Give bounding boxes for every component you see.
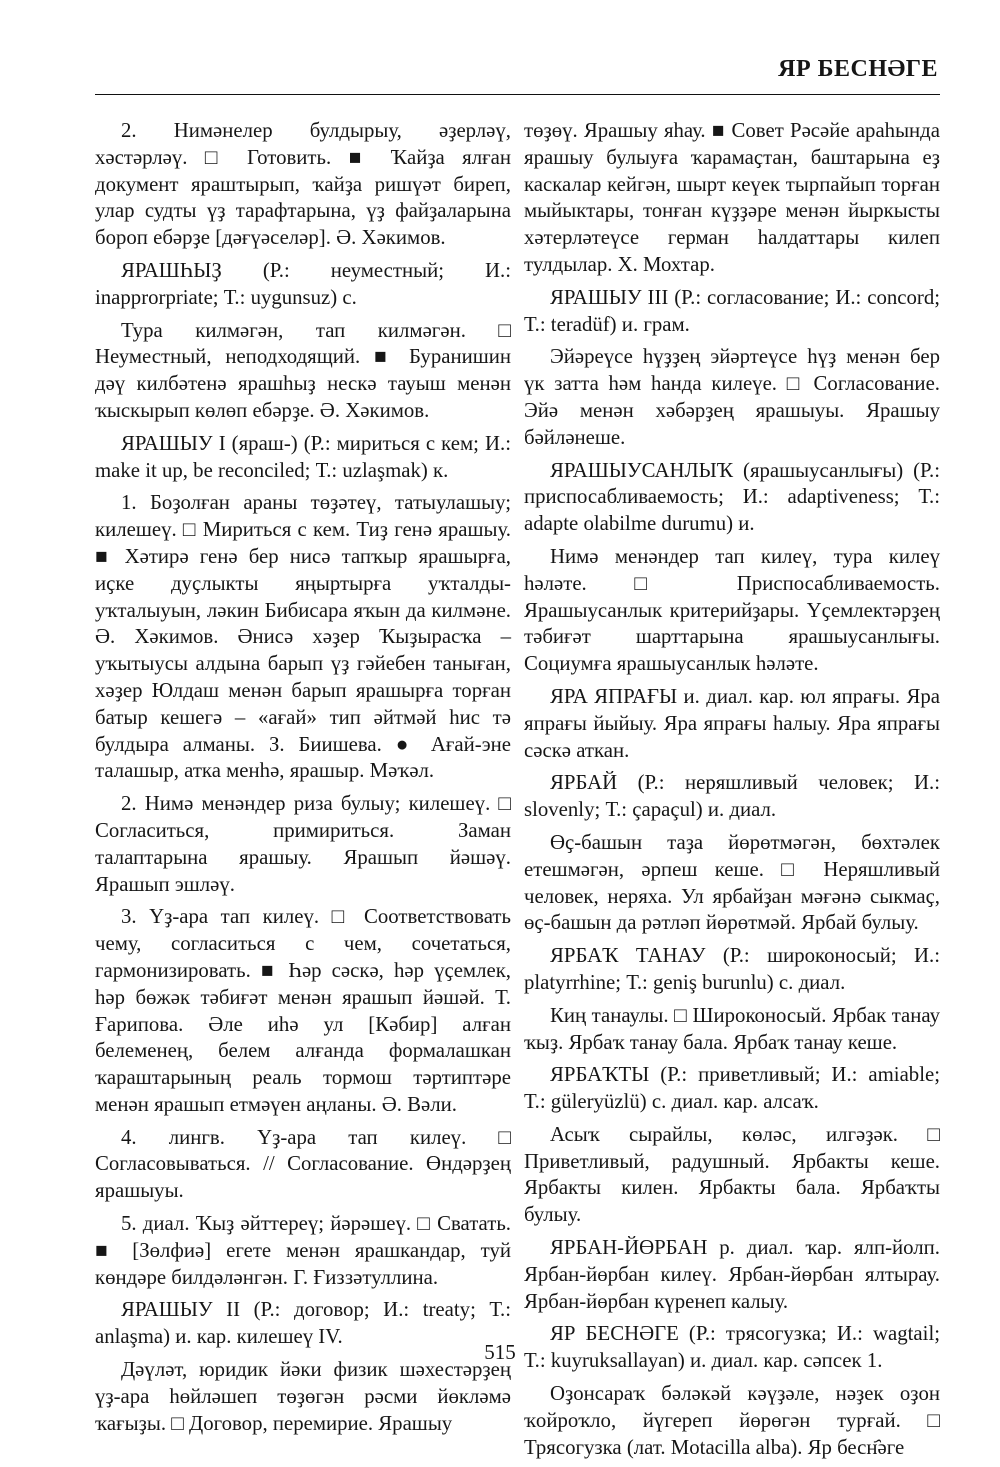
entry-paragraph: Асыҡ сырайлы, көләс, илгәҙәк. □ Приветливый, радушный. Ярбакты кеше. Ярбакты килен. Ярбакты бала. Ярбаҡты булыу. — [524, 1122, 940, 1227]
entry-paragraph: төҙөү. Ярашыу яһау. ■ Совет Рәсәйе араһында ярашыу булыуға ҡарамаҫтан, баштарына еҙ каскалар кейгән, шырт кеүек тырпайып торған мыйыктары, тонған күҙҙәре менән йыркысты хәтерләтеүсе герман һалдаттары килеп тулдылар. Х. Мохтар. — [524, 119, 940, 276]
entry-paragraph: ЯРА ЯПРАҒЫ и. диал. кар. юл япрағы. Яра япрағы йыйыу. Яра япрағы һалыу. Яра япрағы сәскә аткан. — [524, 684, 940, 762]
entry-paragraph: ЯРАШЫУСАНЛЫҠ (ярашыусанлығы) (Р.: приспосабливаемость; И.: adaptiveness; Т.: adapte olabilme durumu) и. — [524, 458, 940, 536]
entry-paragraph: Оҙонсараҡ бәләкәй кәүҙәле, нәҙек оҙон ҡойроҡло, йүгереп йөрөгән турғай. □ Трясогузка (лат. Motacilla alba). Яр бесн҄әге — [524, 1382, 940, 1459]
entry-paragraph: 1. Боҙолған араны төҙәтеү, татыулашыу; килешеү. □ Мириться с кем. Тиҙ генә ярашыу. ■ Хәтирә генә бер нисә тапҡыр ярашырға, иҫке дуҫлыкты яңыртырға уҡталды-уҡталыуын, ләкин Бибисара яҡын да килмәне. Ә. Хәкимов. Әнисә хәҙер Ҡыҙырасҡа – уҡытыусы алдына барып үҙ гәйебен таныған, хәҙер Юлдаш менән барып ярашырға торған батыр кешегә – «ағай» тип әйтмәй һис тә булдыра алманы. З. Биишева. ● Ағай-эне талашыр, атка менһә, ярашыр. Мәҡәл. — [95, 491, 511, 783]
running-header: ЯР БЕСНӘГЕ — [778, 56, 938, 82]
left-column — [95, 118, 511, 1443]
entry-paragraph: ЯР БЕСНӘГЕ (Р.: трясогузка; И.: wagtail; Т.: kuyruksallayan) и. диал. кар. сәпсек 1. — [524, 1322, 940, 1373]
entry-paragraph: ЯРБАЙ (Р.: неряшливый человек; И.: slovenly; Т.: çapaçul) и. диал. — [524, 771, 940, 822]
entry-paragraph: ЯРАШЫУ II (Р.: договор; И.: treaty; Т.: anlaşma) и. кар. килешеү IV. — [95, 1298, 511, 1349]
entry-paragraph: 3. Үҙ-ара тап килеү. □ Соответствовать чему, согласиться с чем, сочетаться, гармонизировать. ■ Һәр сәскә, һәр үҫемлек, һәр бөжәк тәбиғәт менән ярашып йәшәй. Т. Ғарипова. Әле иһә ул [Кәбир] алған белеменең, белем алғанда формалашкан ҡараштарының реаль тормош тәртиптәре менән ярашып етмәүен аңланы. Ә. Вәли. — [95, 905, 511, 1116]
entry-paragraph: Өҫ-башын таҙа йөрөтмәгән, бөхтәлек етешмәгән, әрпеш кеше. □ Неряшливый человек, неряха. Ул ярбайҙан мәғәнә сыкмаҫ, өҫ-башын да рәтләп йөрөтмәй. Ярбай булыу. — [524, 830, 940, 935]
entry-paragraph: 2. Нимәнелер булдырыу, әҙерләү, хәстәрләү. □ Готовить. ■ Ҡайҙа ялған документ яраштырып, ҡайҙа ришүәт биреп, улар судты үҙ тарафтарына, үҙ файҙаларына бороп ебәрҙе [дәғүәселәр]. Ә. Хәкимов. — [95, 119, 511, 250]
page-number: 515 — [484, 1340, 516, 1364]
entry-paragraph: ЯРАШҺЫҘ (Р.: неуместный; И.: inapprorpriate; Т.: uygunsuz) с. — [95, 258, 511, 309]
right-column — [524, 118, 940, 1467]
entry-paragraph: ЯРБАҠТЫ (Р.: приветливый; И.: amiable; Т.: güleryüzlü) с. диал. кар. алсаҡ. — [524, 1063, 940, 1114]
entry-paragraph: Дәүләт, юридик йәки физик шәхестәрҙең үҙ-ара һөйләшеп төҙөгән рәсми йөкләмә ҡағыҙы. □ Договор, перемирие. Ярашыу — [95, 1358, 511, 1435]
entry-paragraph: Тура килмәгән, тап килмәгән. □ Неуместный, неподходящий. ■ Буранишин дәү килбәтенә ярашһыҙ нескә тауыш менән ҡыскырып көлөп ебәрҙе. Ә. Хәкимов. — [95, 318, 511, 422]
entry-paragraph: ЯРАШЫУ III (Р.: согласование; И.: concord; Т.: teradüf) и. грам. — [524, 285, 940, 336]
entry-paragraph: Нимә менәндер тап килеү, тура килеү һәләте. □ Приспосабливаемость. Ярашыусанлык критерийҙары. Үҫемлектәрҙең тәбиғәт шарттарына ярашыусанлығы. Социумға ярашыусанлык һәләте. — [524, 544, 940, 676]
entry-paragraph: ЯРАШЫУ I (яраш-) (Р.: мириться с кем; И.: make it up, be reconciled; Т.: uzlaşmak) к. — [95, 431, 511, 482]
entry-paragraph: ЯРБАН-ЙӨРБАН р. диал. ҡар. ялп-йолп. Ярбан-йөрбан килеү. Ярбан-йөрбан ялтырау. Ярбан-йөрбан күренеп калыу. — [524, 1236, 940, 1313]
entry-paragraph: Киң танаулы. □ Широконосый. Ярбак танау ҡыҙ. Ярбаҡ танау бала. Ярбаҡ танау кеше. — [524, 1003, 940, 1054]
entry-paragraph: 5. диал. Ҡыҙ әйттереү; йәрәшеү. □ Сватать. ■ [Зөлфиә] егете менән ярашкандар, туй көндәре билдәләнгән. Г. Ғиззәтуллина. — [95, 1212, 511, 1289]
entry-paragraph: ЯРБАҠ ТАНАУ (Р.: широконосый; И.: platyrrhine; Т.: geniş burunlu) с. диал. — [524, 944, 940, 994]
entry-paragraph: 4. лингв. Үҙ-ара тап килеү. □ Согласовываться. // Согласование. Өндәрҙең ярашыуы. — [95, 1125, 511, 1203]
entry-paragraph: 2. Нимә менәндер риза булыу; килешеү. □ Согласиться, примириться. Заман талаптарына ярашыу. Ярашып йәшәү. Ярашып эшләү. — [95, 792, 511, 896]
header-rule — [95, 94, 940, 95]
entry-paragraph: Эйәреүсе һүҙҙең эйәртеүсе һүҙ менән бер үк затта һәм һанда килеүе. □ Согласование. Эйә менән хәбәрҙең ярашыуы. Ярашыу бәйләнеше. — [524, 345, 940, 449]
